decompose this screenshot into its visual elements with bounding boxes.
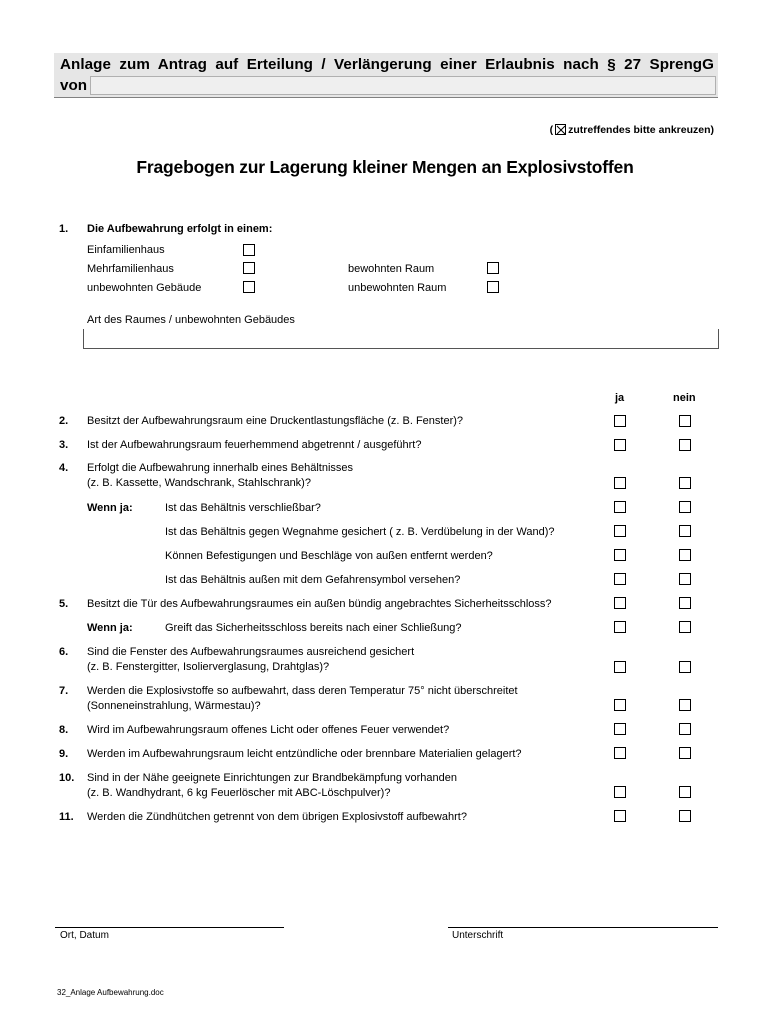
question-4c-ja-checkbox[interactable]	[614, 549, 626, 561]
question-4d-nein-checkbox[interactable]	[679, 573, 691, 585]
question-5a-text: Greift das Sicherheitsschloss bereits nach einer Schließung?	[165, 622, 462, 634]
question-5-ja-checkbox[interactable]	[614, 597, 626, 609]
question-4b-ja-checkbox[interactable]	[614, 525, 626, 537]
question-9-nein-checkbox[interactable]	[679, 747, 691, 759]
question-4-text-line2: (z. B. Kassette, Wandschrank, Stahlschrank)?	[87, 477, 311, 489]
option-unbewohnten-gebaeude-checkbox[interactable]	[243, 281, 255, 293]
question-4a-nein-checkbox[interactable]	[679, 501, 691, 513]
option-einfamilienhaus-label: Einfamilienhaus	[87, 244, 165, 256]
question-11-number: 11.	[59, 811, 74, 823]
question-4a-ja-checkbox[interactable]	[614, 501, 626, 513]
question-4d-text: Ist das Behältnis außen mit dem Gefahrensymbol versehen?	[165, 574, 461, 586]
question-4-ja-checkbox[interactable]	[614, 477, 626, 489]
option-mehrfamilienhaus-checkbox[interactable]	[243, 262, 255, 274]
question-3-number: 3.	[59, 439, 69, 451]
raum-type-label: Art des Raumes / unbewohnten Gebäudes	[87, 314, 295, 326]
question-6-text-line1: Sind die Fenster des Aufbewahrungsraumes ausreichend gesichert	[87, 646, 415, 658]
signature-label: Unterschrift	[452, 930, 504, 941]
question-10-text-line2: (z. B. Wandhydrant, 6 kg Feuerlöscher mit ABC-Löschpulver)?	[87, 787, 391, 799]
option-mehrfamilienhaus-label: Mehrfamilienhaus	[87, 263, 174, 275]
question-6-ja-checkbox[interactable]	[614, 661, 626, 673]
question-5-wenn-ja: Wenn ja:	[87, 622, 133, 634]
question-6-nein-checkbox[interactable]	[679, 661, 691, 673]
instruction-hint	[550, 124, 714, 136]
ort-datum-label: Ort, Datum	[60, 930, 109, 941]
question-1-heading: Die Aufbewahrung erfolgt in einem:	[87, 223, 273, 235]
question-7-text-line2: (Sonneneinstrahlung, Wärmestau)?	[87, 700, 261, 712]
question-2-text: Besitzt der Aufbewahrungsraum eine Druckentlastungsfläche (z. B. Fenster)?	[87, 415, 464, 427]
question-3-text: Ist der Aufbewahrungsraum feuerhemmend abgetrennt / ausgeführt?	[87, 439, 422, 451]
question-4-text-line1: Erfolgt die Aufbewahrung innerhalb eines Behältnisses	[87, 462, 354, 474]
question-5a-nein-checkbox[interactable]	[679, 621, 691, 633]
question-11-text: Werden die Zündhütchen getrennt von dem übrigen Explosivstoff aufbewahrt?	[87, 811, 467, 823]
question-9-ja-checkbox[interactable]	[614, 747, 626, 759]
question-4d-ja-checkbox[interactable]	[614, 573, 626, 585]
question-7-text-line1: Werden die Explosivstoffe so aufbewahrt, dass deren Temperatur 75° nicht überschreitet	[87, 685, 518, 697]
question-4b-text: Ist das Behältnis gegen Wegnahme gesichert ( z. B. Verdübelung in der Wand)?	[165, 526, 555, 538]
signature-line[interactable]	[448, 927, 718, 928]
raum-type-field[interactable]	[83, 329, 719, 349]
question-9-text: Werden im Aufbewahrungsraum leicht entzündliche oder brennbare Materialien gelagert?	[87, 748, 522, 760]
question-10-number: 10.	[59, 772, 75, 784]
question-4c-text: Können Befestigungen und Beschläge von außen entfernt werden?	[165, 550, 493, 562]
question-4b-nein-checkbox[interactable]	[679, 525, 691, 537]
question-3-ja-checkbox[interactable]	[614, 439, 626, 451]
question-11-ja-checkbox[interactable]	[614, 810, 626, 822]
question-8-nein-checkbox[interactable]	[679, 723, 691, 735]
ort-datum-line[interactable]	[55, 927, 284, 928]
question-2-number: 2.	[59, 415, 69, 427]
question-8-ja-checkbox[interactable]	[614, 723, 626, 735]
column-nein: nein	[673, 392, 696, 404]
question-4-number: 4.	[59, 462, 69, 474]
question-10-ja-checkbox[interactable]	[614, 786, 626, 798]
header-title: Anlage zum Antrag auf Erteilung / Verlängerung einer Erlaubnis nach § 27 SprengG	[60, 56, 714, 73]
option-unbewohnten-gebaeude-label: unbewohnten Gebäude	[87, 282, 202, 294]
question-10-nein-checkbox[interactable]	[679, 786, 691, 798]
question-5a-ja-checkbox[interactable]	[614, 621, 626, 633]
question-7-ja-checkbox[interactable]	[614, 699, 626, 711]
question-7-nein-checkbox[interactable]	[679, 699, 691, 711]
question-5-nein-checkbox[interactable]	[679, 597, 691, 609]
question-2-nein-checkbox[interactable]	[679, 415, 691, 427]
question-9-number: 9.	[59, 748, 69, 760]
question-10-text-line1: Sind in der Nähe geeignete Einrichtungen zur Brandbekämpfung vorhanden	[87, 772, 457, 784]
hint-text: zutreffendes bitte ankreuzen)	[568, 124, 714, 136]
applicant-field[interactable]	[90, 76, 716, 95]
footer-filename: 32_Anlage Aufbewahrung.doc	[57, 988, 164, 997]
question-4a-text: Ist das Behältnis verschließbar?	[165, 502, 321, 514]
question-4c-nein-checkbox[interactable]	[679, 549, 691, 561]
option-bewohnten-raum-checkbox[interactable]	[487, 262, 499, 274]
hint-open: (	[549, 124, 554, 136]
question-5-number: 5.	[59, 598, 69, 610]
document-title: Fragebogen zur Lagerung kleiner Mengen an Explosivstoffen	[136, 157, 634, 177]
question-4-nein-checkbox[interactable]	[679, 477, 691, 489]
column-ja: ja	[615, 392, 625, 404]
question-8-text: Wird im Aufbewahrungsraum offenes Licht oder offenes Feuer verwendet?	[87, 724, 450, 736]
header-von-label: von	[60, 77, 88, 94]
question-3-nein-checkbox[interactable]	[679, 439, 691, 451]
option-unbewohnten-raum-checkbox[interactable]	[487, 281, 499, 293]
question-6-text-line2: (z. B. Fenstergitter, Isolierverglasung, Drahtglas)?	[87, 661, 330, 673]
question-5-text: Besitzt die Tür des Aufbewahrungsraumes ein außen bündig angebrachtes Sicherheitsschloss?	[87, 598, 552, 610]
question-6-number: 6.	[59, 646, 69, 658]
question-7-number: 7.	[59, 685, 69, 697]
crossed-box-icon	[555, 124, 566, 135]
question-1-number: 1.	[59, 223, 69, 235]
question-4-wenn-ja: Wenn ja:	[87, 502, 133, 514]
option-bewohnten-raum-label: bewohnten Raum	[348, 263, 435, 275]
question-2-ja-checkbox[interactable]	[614, 415, 626, 427]
option-unbewohnten-raum-label: unbewohnten Raum	[348, 282, 447, 294]
option-einfamilienhaus-checkbox[interactable]	[243, 244, 255, 256]
question-8-number: 8.	[59, 724, 69, 736]
question-11-nein-checkbox[interactable]	[679, 810, 691, 822]
